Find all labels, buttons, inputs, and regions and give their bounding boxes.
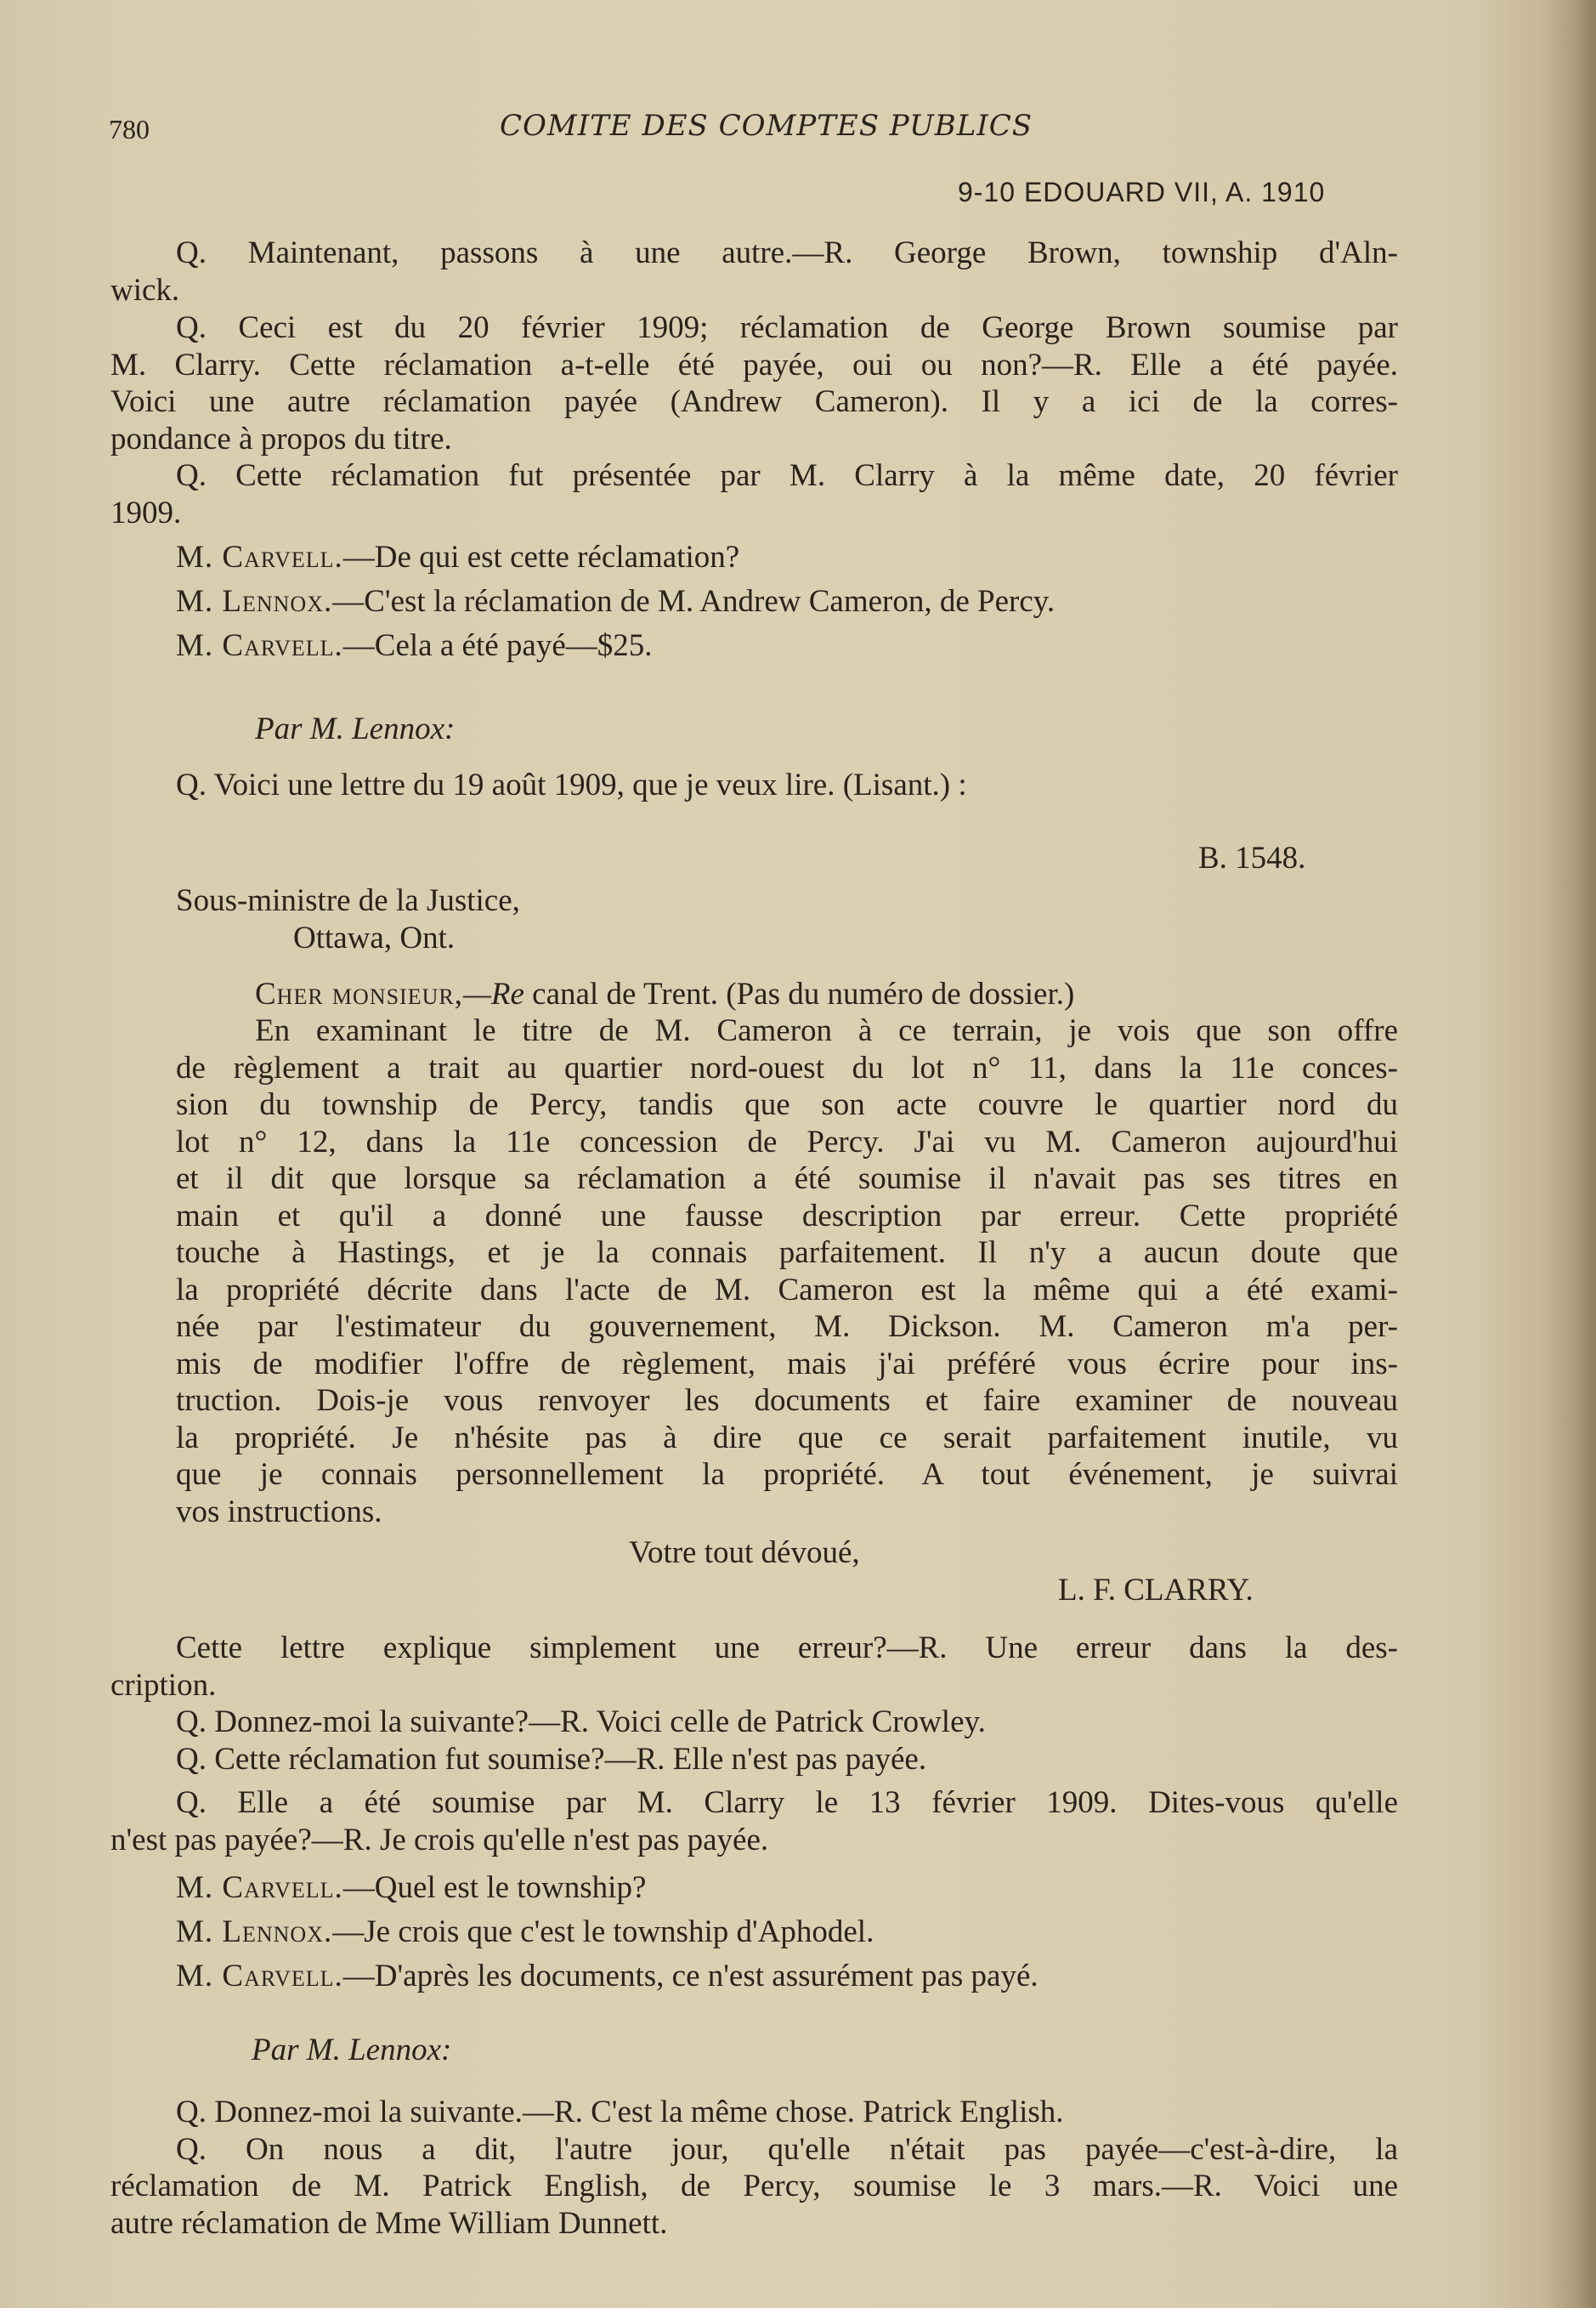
text-line: Voici une autre réclamation payée (Andrew Cameron). Il y a ici de la corres- — [110, 384, 1398, 419]
letter-line: vos instructions. — [176, 1494, 382, 1529]
section-heading: Par M. Lennox: — [255, 712, 456, 746]
text-line: Q. Maintenant, passons à une autre.—R. George Brown, township d'Aln- — [176, 235, 1398, 270]
text-line: wick. — [110, 273, 180, 308]
letter-line: lot n° 12, dans la 11e concession de Percy. J'ai vu M. Cameron aujourd'hui — [176, 1125, 1398, 1160]
salutation-text: canal de Trent. (Pas du numéro de dossier.) — [524, 977, 1075, 1012]
text-line: pondance à propos du titre. — [110, 422, 452, 456]
text-line: autre réclamation de Mme William Dunnett. — [110, 2206, 668, 2241]
speaker-name: M. Lennox. — [176, 1914, 333, 1949]
text-line: Q. On nous a dit, l'autre jour, qu'elle n'était pas payée—c'est-à-dire, la — [176, 2132, 1398, 2167]
speech-text: —Cela a été payé—$25. — [342, 628, 653, 663]
letter-line: et il dit que lorsque sa réclamation a été soumise il n'avait pas ses titres en — [176, 1161, 1398, 1196]
text-line: Q. Elle a été soumise par M. Clarry le 13 février 1909. Dites-vous qu'elle — [176, 1785, 1398, 1820]
text-line: M. Clarry. Cette réclamation a-t-elle été payée, oui ou non?—R. Elle a été payée. — [110, 348, 1398, 383]
salutation-lead: Cher monsieur, — [255, 977, 463, 1012]
speech-line — [176, 1869, 1398, 1907]
speech-text: —De qui est cette réclamation? — [342, 540, 740, 575]
text-line: Q. Donnez-moi la suivante?—R. Voici celle de Patrick Crowley. — [176, 1704, 986, 1739]
letter-line: la propriété. Je n'hésite pas à dire que ce serait parfaitement inutile, vu — [176, 1421, 1398, 1455]
speech-text: —Je crois que c'est le township d'Aphodel. — [332, 1914, 874, 1949]
letter-line: En examinant le titre de M. Cameron à ce terrain, je vois que son offre — [255, 1013, 1398, 1048]
speaker-name: M. Carvell. — [176, 628, 343, 663]
letter-line: la propriété décrite dans l'acte de M. Cameron est la même qui a été exami- — [176, 1273, 1398, 1307]
speaker-name: M. Carvell. — [176, 540, 343, 575]
letter-signature: L. F. CLARRY. — [1058, 1573, 1254, 1608]
section-heading: Par M. Lennox: — [252, 2033, 452, 2067]
letter-address: Sous-ministre de la Justice, — [176, 883, 520, 918]
speaker-name: M. Carvell. — [176, 1959, 343, 1993]
text-line: Q. Ceci est du 20 février 1909; réclamation de George Brown soumise par — [176, 310, 1398, 345]
text-line: Q. Donnez-moi la suivante.—R. C'est la même chose. Patrick English. — [176, 2095, 1064, 2129]
text-line: n'est pas payée?—R. Je crois qu'elle n'est pas payée. — [110, 1823, 769, 1857]
speech-line — [176, 627, 1398, 665]
running-title: COMITE DES COMPTES PUBLICS — [500, 109, 1033, 143]
text-line: réclamation de M. Patrick English, de Percy, soumise le 3 mars.—R. Voici une — [110, 2169, 1398, 2203]
speech-line — [176, 1958, 1398, 1995]
salutation-re: —Re — [462, 977, 524, 1012]
text-line: Cette lettre explique simplement une erreur?—R. Une erreur dans la des- — [176, 1630, 1398, 1665]
text-line: Q. Cette réclamation fut présentée par M. Clarry à la même date, 20 février — [176, 458, 1398, 493]
reference-number: B. 1548. — [1198, 841, 1306, 876]
letter-line: mis de modifier l'offre de règlement, mais j'ai préféré vous écrire pour ins- — [176, 1347, 1398, 1381]
page-edge-shadow — [1545, 0, 1596, 2308]
letter-line: sion du township de Percy, tandis que son acte couvre le quartier nord du — [176, 1087, 1398, 1122]
session-label: 9-10 EDOUARD VII, A. 1910 — [958, 177, 1326, 207]
letter-line: que je connais personnellement la propriété. A tout événement, je suivrai — [176, 1457, 1398, 1492]
letter-line: truction. Dois-je vous renvoyer les documents et faire examiner de nouveau — [176, 1383, 1398, 1418]
text-line: 1909. — [110, 496, 182, 530]
text-line: cription. — [110, 1668, 217, 1703]
speech-line — [176, 583, 1398, 621]
letter-salutation — [255, 976, 1398, 1013]
speaker-name: M. Carvell. — [176, 1870, 343, 1905]
speaker-name: M. Lennox. — [176, 584, 333, 619]
text-line: Q. Voici une lettre du 19 août 1909, que je veux lire. (Lisant.) : — [176, 768, 967, 802]
letter-closing: Votre tout dévoué, — [629, 1535, 860, 1570]
page-number: 780 — [109, 114, 150, 145]
text-line: Q. Cette réclamation fut soumise?—R. Elle n'est pas payée. — [176, 1742, 927, 1777]
speech-text: —C'est la réclamation de M. Andrew Cameron, de Percy. — [332, 584, 1056, 619]
speech-text: —Quel est le township? — [342, 1870, 647, 1905]
letter-line: née par l'estimateur du gouvernement, M. Dickson. M. Cameron m'a per- — [176, 1309, 1398, 1344]
speech-text: —D'après les documents, ce n'est assurément pas payé. — [342, 1959, 1039, 1993]
letter-line: de règlement a trait au quartier nord-ouest du lot n° 11, dans la 11e conces- — [176, 1051, 1398, 1086]
speech-line — [176, 539, 1398, 576]
speech-line — [176, 1914, 1398, 1951]
letter-line: touche à Hastings, et je la connais parfaitement. Il n'y a aucun doute que — [176, 1235, 1398, 1270]
letter-line: main et qu'il a donné une fausse description par erreur. Cette propriété — [176, 1199, 1398, 1233]
letter-address: Ottawa, Ont. — [293, 921, 456, 956]
